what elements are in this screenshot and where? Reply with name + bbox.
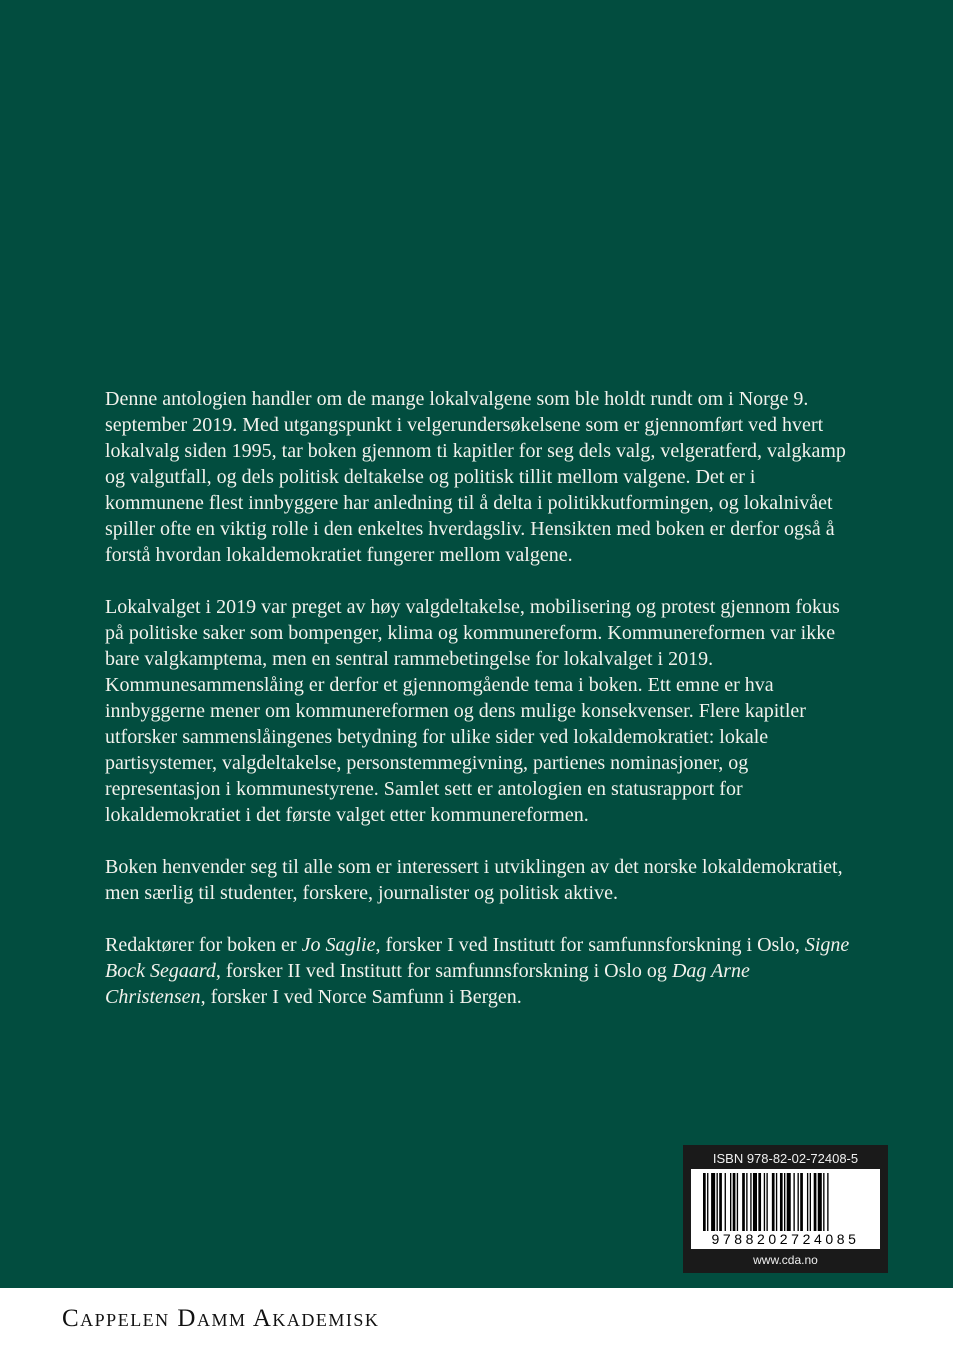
barcode-bar bbox=[810, 1173, 811, 1231]
barcode-bar bbox=[772, 1173, 775, 1231]
barcode-bar bbox=[764, 1173, 765, 1231]
blurb-paragraph-1: Denne antologien handler om de mange lokalvalgene som ble holdt rundt om i Norge 9. september 2019. Med utgangspunkt i velgerundersøkelsene som er gjennomført ved hvert lokalvalg siden 1995, tar boken gjennom ti kapitler for seg dels valg, velgeratferd, valgkamp og valgutfall, og dels politisk deltakelse og politisk tillit mellom valgene. Det er i kommunene flest innbyggere har anledning til å delta i politikkutformingen, og lokalnivået spiller ofte en viktig rolle i den enkeltes hverdagsliv. Hensikten med boken er derfor også å forstå hvordan lokaldemokratiet fungerer mellom valgene. bbox=[105, 388, 846, 566]
barcode-bar bbox=[800, 1173, 803, 1231]
publisher-url: www.cda.no bbox=[753, 1253, 818, 1267]
barcode-bar bbox=[818, 1173, 822, 1231]
barcode-bar bbox=[733, 1173, 736, 1231]
barcode-bars bbox=[703, 1173, 868, 1231]
barcode-bar bbox=[798, 1173, 799, 1231]
publisher-logo: Cappelen Damm Akademisk bbox=[62, 1305, 380, 1332]
isbn-box bbox=[683, 1145, 888, 1273]
barcode-bar bbox=[776, 1173, 777, 1231]
barcode-bar bbox=[750, 1173, 751, 1231]
barcode-bar bbox=[703, 1173, 706, 1231]
blurb-paragraph-4 bbox=[105, 932, 850, 1010]
isbn-label: ISBN 978-82-02-72408-5 bbox=[712, 1151, 859, 1166]
barcode-bar bbox=[780, 1173, 783, 1231]
barcode-bar bbox=[814, 1173, 817, 1231]
barcode-bar bbox=[823, 1173, 824, 1231]
barcode-bar bbox=[742, 1173, 745, 1231]
barcode-bar bbox=[717, 1173, 718, 1231]
editor-desc-2: , forsker II ved Institutt for samfunnsforskning i Oslo og bbox=[215, 960, 672, 982]
barcode-bar bbox=[753, 1173, 757, 1231]
editors-intro: Redaktører for boken er bbox=[105, 934, 302, 956]
blurb-text bbox=[105, 386, 850, 1036]
editor-name-2: Signe Bock Segaard bbox=[105, 934, 850, 982]
barcode-bar bbox=[807, 1173, 808, 1231]
barcode-bar bbox=[730, 1173, 731, 1231]
editor-name-1: Jo Saglie bbox=[301, 934, 376, 956]
barcode-bar bbox=[766, 1173, 767, 1231]
blurb-paragraph-3: Boken henvender seg til alle som er interessert i utviklingen av det norske lokaldemokratiet, men særlig til studenter, forskere, journalister og politisk aktive. bbox=[105, 856, 843, 904]
barcode-bar bbox=[746, 1173, 747, 1231]
barcode-bar bbox=[719, 1173, 722, 1231]
editor-desc-3: , forsker I ved Norce Samfunn i Bergen. bbox=[200, 986, 522, 1008]
barcode-bar bbox=[725, 1173, 726, 1231]
barcode-bar bbox=[787, 1173, 791, 1231]
barcode-bar bbox=[737, 1173, 738, 1231]
editor-desc-1: , forsker I ved Institutt for samfunnsforskning i Oslo, bbox=[375, 934, 805, 956]
barcode-bar bbox=[758, 1173, 761, 1231]
barcode-bar bbox=[711, 1173, 715, 1231]
blurb-paragraph-2: Lokalvalget i 2019 var preget av høy valgdeltakelse, mobilisering og protest gjennom fokus på politiske saker som bompenger, klima og kommunereform. Kommunereformen var ikke bare valgkamptema, men en sentral rammebetingelse for lokalvalget i 2019. Kommunesammenslåing er derfor et gjennomgående tema i boken. Ett emne er hva innbyggerne mener om kommunereformen og dens mulige konsekvenser. Flere kapitler utforsker sammenslåingenes betydning for ulike sider ved lokaldemokratiet: lokale partisystemer, valgdeltakelse, personstemmegivning, partienes nominasjoner, og representasjon i kommunestyrene. Samlet sett er antologien en statusrapport for lokaldemokratiet i det første valget etter kommunereformen. bbox=[105, 596, 840, 826]
editor-name-3: Dag Arne Christensen bbox=[105, 960, 750, 1008]
barcode-digits: 9788202724085 bbox=[711, 1231, 860, 1247]
barcode-bar bbox=[784, 1173, 785, 1231]
barcode-bar bbox=[707, 1173, 708, 1231]
barcode bbox=[691, 1169, 880, 1249]
barcode-bar bbox=[793, 1173, 794, 1231]
barcode-bar bbox=[827, 1173, 828, 1231]
